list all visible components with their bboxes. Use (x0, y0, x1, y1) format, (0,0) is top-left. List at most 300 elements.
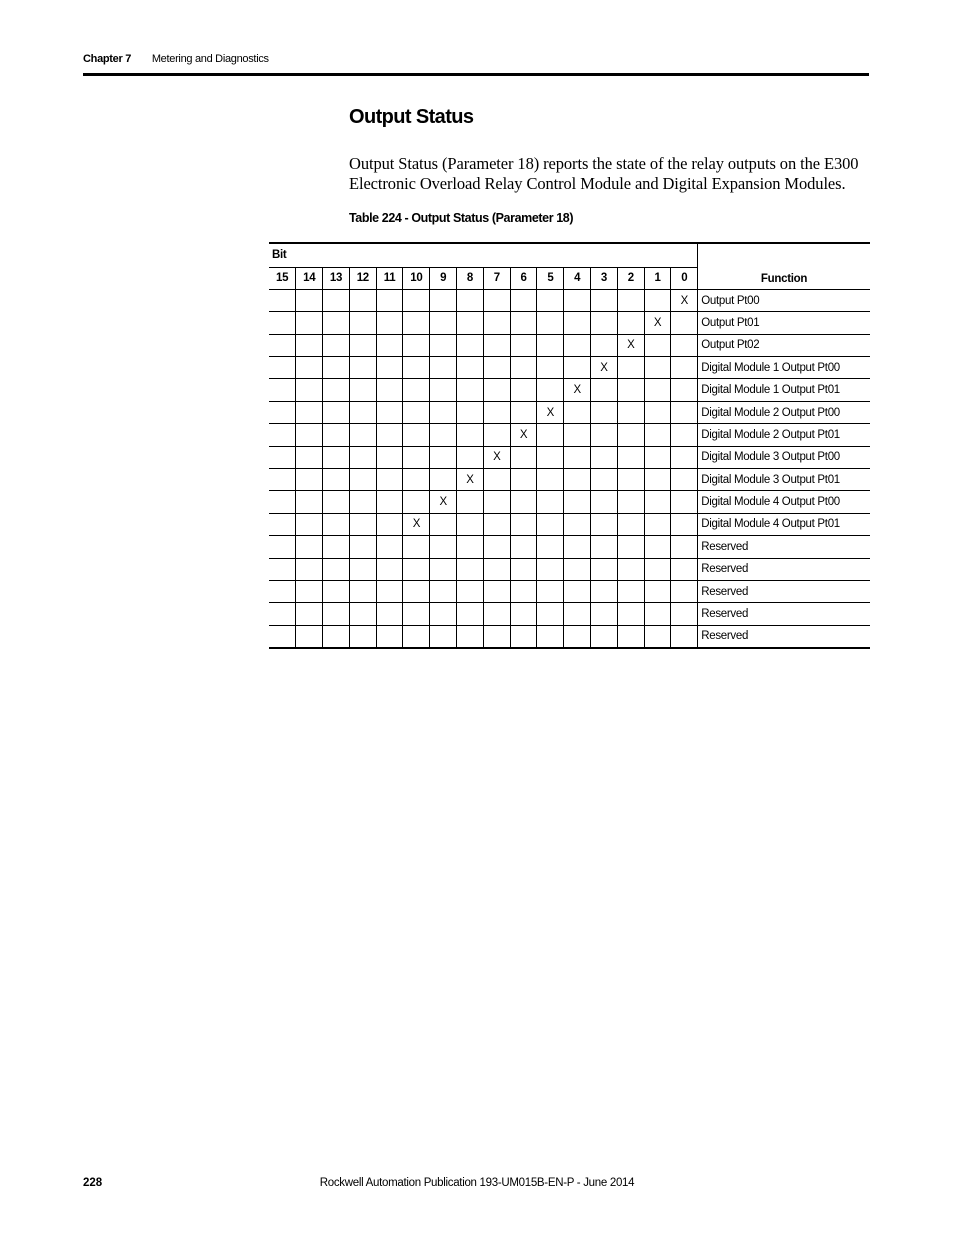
bit-cell (483, 513, 510, 535)
bit-cell (349, 424, 376, 446)
bit-cell (349, 357, 376, 379)
bit-cell (510, 625, 537, 647)
bit-cell (671, 334, 698, 356)
bit-cell (617, 513, 644, 535)
bit-cell (591, 603, 618, 625)
bit-cell (510, 536, 537, 558)
bit-cell (644, 424, 671, 446)
bit-cell (403, 536, 430, 558)
bit-mark: X (617, 334, 644, 356)
bit-cell (296, 289, 323, 311)
bit-cell (323, 289, 350, 311)
bit-cell (671, 491, 698, 513)
bit-cell (644, 469, 671, 491)
bit-cell (349, 334, 376, 356)
bit-cell (564, 424, 591, 446)
bit-mark: X (430, 491, 457, 513)
bit-cell (296, 603, 323, 625)
bit-cell (537, 469, 564, 491)
bit-cell (457, 625, 484, 647)
bit-cell (349, 513, 376, 535)
bit-cell (537, 312, 564, 334)
bit-cell (403, 625, 430, 647)
bit-cell (671, 580, 698, 602)
bit-cell (430, 446, 457, 468)
bit-cell (269, 558, 296, 580)
table-row (269, 536, 870, 558)
bit-cell (296, 469, 323, 491)
table-row (269, 446, 870, 468)
bit-cell (403, 289, 430, 311)
bit-cell (403, 401, 430, 423)
bit-cell (269, 491, 296, 513)
table-row (269, 424, 870, 446)
bit-mark: X (457, 469, 484, 491)
bit-cell (644, 334, 671, 356)
bit-cell (483, 536, 510, 558)
bit-cell (537, 625, 564, 647)
bit-header-9: 9 (430, 267, 457, 289)
bit-cell (296, 379, 323, 401)
bit-cell (457, 513, 484, 535)
bit-cell (349, 603, 376, 625)
bit-cell (376, 603, 403, 625)
bit-header-12: 12 (349, 267, 376, 289)
function-cell: Reserved (698, 603, 870, 625)
table-row (269, 603, 870, 625)
bit-header-15: 15 (269, 267, 296, 289)
bit-cell (457, 424, 484, 446)
bit-cell (296, 401, 323, 423)
bit-cell (483, 424, 510, 446)
bit-cell (644, 379, 671, 401)
bit-cell (591, 289, 618, 311)
bit-cell (483, 334, 510, 356)
bit-cell (564, 312, 591, 334)
bit-cell (323, 357, 350, 379)
bit-cell (644, 357, 671, 379)
bit-cell (323, 625, 350, 647)
bit-cell (269, 312, 296, 334)
bit-cell (537, 603, 564, 625)
bit-cell (323, 446, 350, 468)
table-caption: Table 224 - Output Status (Parameter 18) (349, 211, 574, 225)
bit-cell (349, 289, 376, 311)
bit-cell (376, 536, 403, 558)
bit-cell (323, 603, 350, 625)
bit-header-0: 0 (671, 267, 698, 289)
bit-header-7: 7 (483, 267, 510, 289)
bit-cell (564, 401, 591, 423)
bit-cell (349, 625, 376, 647)
running-header (83, 53, 269, 65)
bit-cell (483, 491, 510, 513)
bit-cell (564, 446, 591, 468)
bit-cell (349, 469, 376, 491)
bit-cell (430, 580, 457, 602)
bit-cell (403, 446, 430, 468)
bit-cell (564, 603, 591, 625)
chapter-label: Chapter 7 (83, 53, 132, 65)
function-cell: Digital Module 1 Output Pt01 (698, 379, 870, 401)
bit-cell (671, 625, 698, 647)
bit-cell (537, 580, 564, 602)
bit-cell (644, 401, 671, 423)
bit-cell (483, 401, 510, 423)
bit-cell (617, 312, 644, 334)
body-paragraph: Output Status (Parameter 18) reports the state of the relay outputs on the E300 Electronic Overload Relay Control Module and Digital Expansion Modules. (349, 154, 859, 193)
bit-cell (296, 446, 323, 468)
bit-cell (403, 580, 430, 602)
bit-cell (323, 469, 350, 491)
bit-header-10: 10 (403, 267, 430, 289)
bit-cell (349, 536, 376, 558)
bit-cell (564, 334, 591, 356)
bit-cell (376, 379, 403, 401)
bit-cell (644, 491, 671, 513)
bit-cell (349, 491, 376, 513)
bit-cell (457, 558, 484, 580)
bit-cell (430, 401, 457, 423)
bit-cell (617, 603, 644, 625)
bit-cell (349, 312, 376, 334)
bit-cell (537, 334, 564, 356)
bit-cell (323, 379, 350, 401)
bit-cell (564, 513, 591, 535)
bit-cell (269, 424, 296, 446)
function-cell: Digital Module 4 Output Pt01 (698, 513, 870, 535)
bit-cell (403, 558, 430, 580)
function-cell: Output Pt01 (698, 312, 870, 334)
bit-cell (269, 580, 296, 602)
bit-header-1: 1 (644, 267, 671, 289)
bit-cell (644, 558, 671, 580)
output-status-table (269, 242, 870, 649)
table-row (269, 558, 870, 580)
bit-cell (671, 424, 698, 446)
bit-cell (430, 625, 457, 647)
bit-cell (537, 289, 564, 311)
bit-cell (376, 558, 403, 580)
bit-cell (296, 357, 323, 379)
bit-cell (269, 289, 296, 311)
bit-cell (403, 424, 430, 446)
bit-cell (591, 580, 618, 602)
bit-cell (349, 401, 376, 423)
bit-cell (671, 401, 698, 423)
bit-cell (269, 536, 296, 558)
table-row (269, 312, 870, 334)
bit-mark: X (591, 357, 618, 379)
bit-cell (376, 401, 403, 423)
bit-cell (537, 446, 564, 468)
bit-cell (617, 401, 644, 423)
bit-cell (510, 469, 537, 491)
table-row (269, 513, 870, 535)
bit-header-5: 5 (537, 267, 564, 289)
bit-cell (376, 580, 403, 602)
section-label: Metering and Diagnostics (151, 53, 269, 65)
bit-cell (376, 446, 403, 468)
bit-cell (323, 513, 350, 535)
bit-cell (403, 379, 430, 401)
table-row (269, 469, 870, 491)
bit-cell (591, 334, 618, 356)
table-body (269, 289, 870, 647)
bit-cell (269, 469, 296, 491)
bit-cell (564, 357, 591, 379)
bit-cell (349, 379, 376, 401)
bit-cell (644, 446, 671, 468)
bit-cell (644, 625, 671, 647)
bit-header-13: 13 (323, 267, 350, 289)
bit-cell (644, 513, 671, 535)
bit-cell (510, 580, 537, 602)
bit-cell (483, 558, 510, 580)
bit-cell (296, 513, 323, 535)
bit-cell (644, 536, 671, 558)
bit-cell (323, 424, 350, 446)
table-row (269, 334, 870, 356)
bit-cell (457, 379, 484, 401)
bit-cell (537, 558, 564, 580)
bit-cell (591, 513, 618, 535)
bit-cell (564, 491, 591, 513)
function-cell: Digital Module 1 Output Pt00 (698, 357, 870, 379)
page-number: 228 (83, 1177, 103, 1189)
bit-cell (564, 580, 591, 602)
bit-cell (430, 289, 457, 311)
bit-cell (510, 312, 537, 334)
bit-cell (591, 401, 618, 423)
bit-cell (671, 312, 698, 334)
function-cell: Digital Module 4 Output Pt00 (698, 491, 870, 513)
bit-cell (376, 625, 403, 647)
table-row (269, 379, 870, 401)
bit-cell (430, 558, 457, 580)
bit-cell (644, 603, 671, 625)
bit-cell (617, 379, 644, 401)
bit-cell (323, 401, 350, 423)
bit-cell (430, 357, 457, 379)
bit-cell (430, 312, 457, 334)
bit-mark: X (403, 513, 430, 535)
bit-cell (376, 513, 403, 535)
bit-cell (430, 424, 457, 446)
bit-cell (537, 379, 564, 401)
bit-cell (403, 357, 430, 379)
bit-cell (617, 536, 644, 558)
bit-cell (457, 536, 484, 558)
bit-cell (296, 580, 323, 602)
bit-cell (510, 491, 537, 513)
function-cell: Digital Module 2 Output Pt01 (698, 424, 870, 446)
table-row (269, 580, 870, 602)
bit-cell (269, 625, 296, 647)
bit-cell (591, 625, 618, 647)
function-cell: Output Pt00 (698, 289, 870, 311)
bit-cell (591, 379, 618, 401)
bit-cell (537, 536, 564, 558)
bit-cell (403, 469, 430, 491)
bit-cell (296, 536, 323, 558)
bit-cell (671, 513, 698, 535)
bit-cell (457, 446, 484, 468)
bit-cell (323, 334, 350, 356)
function-cell: Reserved (698, 580, 870, 602)
bit-cell (644, 580, 671, 602)
bit-header-3: 3 (591, 267, 618, 289)
bit-header-8: 8 (457, 267, 484, 289)
bit-cell (617, 424, 644, 446)
bit-cell (617, 558, 644, 580)
bit-cell (403, 491, 430, 513)
bit-cell (510, 379, 537, 401)
bit-cell (483, 580, 510, 602)
bit-header-4: 4 (564, 267, 591, 289)
function-cell: Digital Module 2 Output Pt00 (698, 401, 870, 423)
bit-cell (510, 446, 537, 468)
bit-cell (537, 491, 564, 513)
table-row (269, 401, 870, 423)
bit-cell (644, 289, 671, 311)
bit-cell (591, 491, 618, 513)
bit-cell (323, 536, 350, 558)
bit-cell (376, 357, 403, 379)
bit-cell (510, 513, 537, 535)
bit-cell (457, 401, 484, 423)
bit-cell (323, 312, 350, 334)
bit-cell (483, 625, 510, 647)
bit-mark: X (644, 312, 671, 334)
bit-cell (376, 424, 403, 446)
bit-cell (323, 580, 350, 602)
bit-cell (564, 469, 591, 491)
bit-cell (671, 603, 698, 625)
table-row (269, 289, 870, 311)
bit-cell (296, 558, 323, 580)
bit-cell (403, 334, 430, 356)
bit-cell (430, 536, 457, 558)
bit-cell (483, 312, 510, 334)
bit-cell (591, 469, 618, 491)
bit-mark: X (510, 424, 537, 446)
bit-cell (671, 536, 698, 558)
bit-cell (510, 603, 537, 625)
function-cell: Digital Module 3 Output Pt00 (698, 446, 870, 468)
bit-cell (296, 312, 323, 334)
function-cell: Reserved (698, 625, 870, 647)
bit-mark: X (671, 289, 698, 311)
bit-mark: X (483, 446, 510, 468)
bit-cell (671, 379, 698, 401)
bit-cell (457, 580, 484, 602)
bit-cell (591, 446, 618, 468)
bit-cell (617, 625, 644, 647)
bit-cell (483, 289, 510, 311)
function-cell: Reserved (698, 536, 870, 558)
bit-cell (349, 446, 376, 468)
bit-cell (564, 536, 591, 558)
bit-mark: X (564, 379, 591, 401)
table-row (269, 491, 870, 513)
bit-cell (671, 446, 698, 468)
bit-cell (430, 603, 457, 625)
bit-cell (591, 424, 618, 446)
bit-cell (510, 401, 537, 423)
bit-cell (296, 334, 323, 356)
bit-cell (564, 625, 591, 647)
function-cell: Digital Module 3 Output Pt01 (698, 469, 870, 491)
bit-cell (617, 289, 644, 311)
bit-cell (376, 312, 403, 334)
bit-cell (537, 357, 564, 379)
bit-cell (671, 558, 698, 580)
bit-header-2: 2 (617, 267, 644, 289)
bit-cell (376, 491, 403, 513)
bit-cell (430, 334, 457, 356)
bit-header-11: 11 (376, 267, 403, 289)
bit-cell (483, 603, 510, 625)
bit-cell (564, 289, 591, 311)
bit-cell (617, 580, 644, 602)
bit-group-header: Bit (269, 243, 698, 267)
bit-cell (671, 469, 698, 491)
bit-cell (376, 289, 403, 311)
bit-cell (483, 379, 510, 401)
bit-cell (510, 357, 537, 379)
bit-cell (269, 357, 296, 379)
bit-cell (403, 603, 430, 625)
bit-header-6: 6 (510, 267, 537, 289)
bit-cell (564, 558, 591, 580)
bit-cell (671, 357, 698, 379)
bit-cell (457, 334, 484, 356)
bit-cell (269, 334, 296, 356)
bit-cell (483, 469, 510, 491)
bit-cell (617, 357, 644, 379)
bit-header-14: 14 (296, 267, 323, 289)
bit-cell (376, 334, 403, 356)
bit-cell (457, 491, 484, 513)
bit-cell (537, 424, 564, 446)
bit-cell (296, 424, 323, 446)
table-header-row (269, 243, 870, 267)
bit-cell (483, 357, 510, 379)
bit-cell (430, 513, 457, 535)
publication-footer: Rockwell Automation Publication 193-UM015B-EN-P - June 2014 (319, 1177, 635, 1189)
bit-cell (376, 469, 403, 491)
bit-cell (510, 334, 537, 356)
bit-cell (510, 289, 537, 311)
table-row (269, 625, 870, 647)
bit-cell (617, 469, 644, 491)
bit-cell (617, 446, 644, 468)
bit-cell (617, 491, 644, 513)
bit-cell (430, 469, 457, 491)
bit-cell (430, 379, 457, 401)
section-title: Output Status (349, 106, 474, 128)
bit-cell (457, 357, 484, 379)
bit-cell (269, 446, 296, 468)
bit-mark: X (537, 401, 564, 423)
table-row (269, 357, 870, 379)
bit-cell (269, 379, 296, 401)
bit-cell (591, 312, 618, 334)
function-cell: Output Pt02 (698, 334, 870, 356)
bit-cell (457, 603, 484, 625)
bit-cell (269, 401, 296, 423)
